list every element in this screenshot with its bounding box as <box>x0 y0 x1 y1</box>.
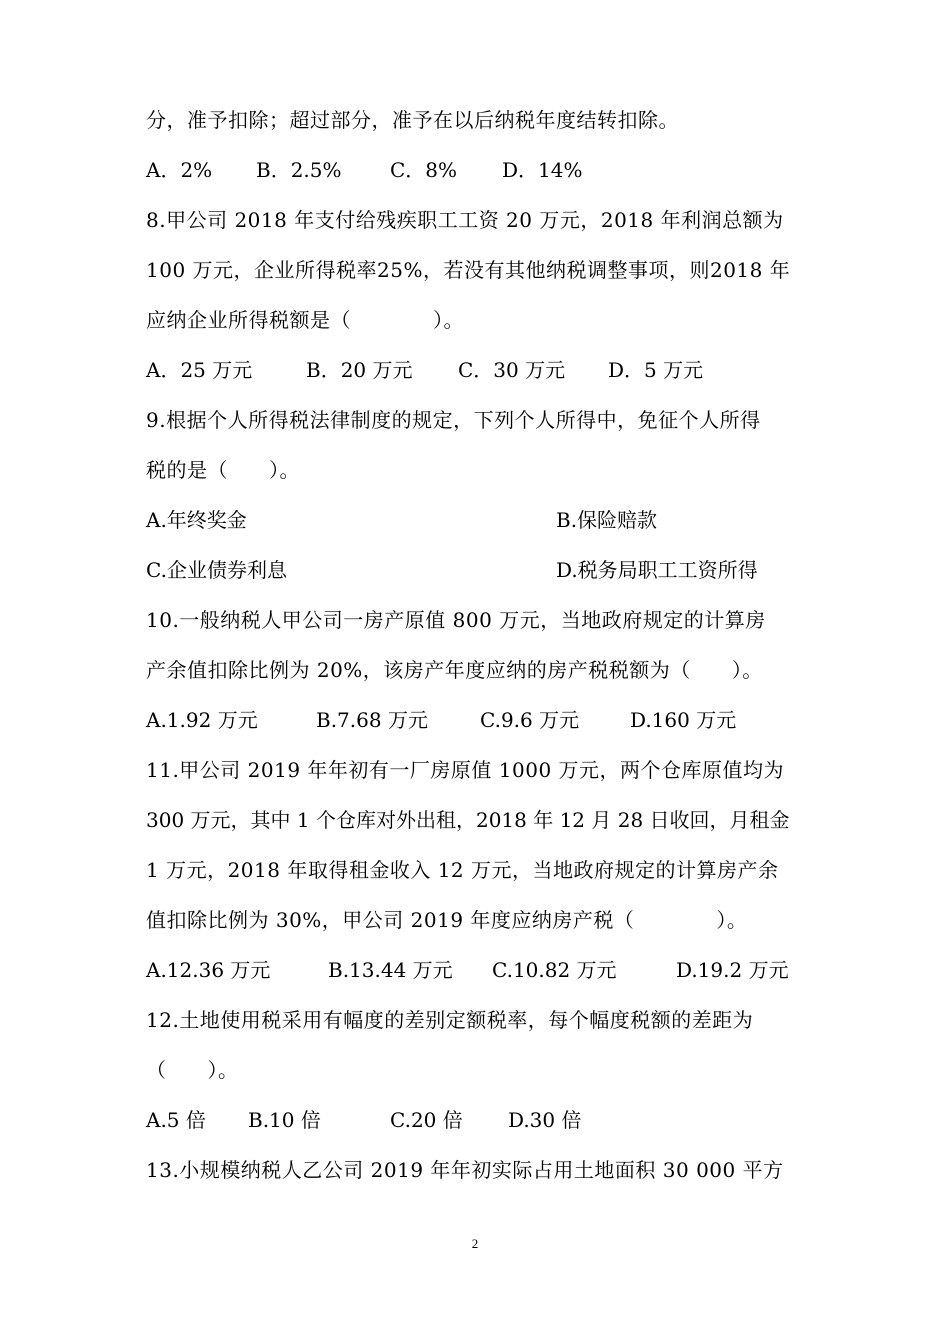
q11-option-a: A.12.36 万元 <box>146 958 271 982</box>
q10-text-line-2: 产余值扣除比例为 20%，该房产年度应纳的房产税税额为（ ）。 <box>146 658 763 682</box>
q8-text-line-1: 8.甲公司 2018 年支付给残疾职工工资 20 万元，2018 年利润总额为 <box>146 208 784 232</box>
q11-text-line-2: 300 万元，其中 1 个仓库对外出租，2018 年 12 月 28 日收回，月租金 <box>146 808 790 832</box>
q11-option-b: B.13.44 万元 <box>328 958 453 982</box>
q7-option-c: C．8% <box>390 158 458 182</box>
q11-text-line-1: 11.甲公司 2019 年年初有一厂房原值 1000 万元，两个仓库原值均为 <box>146 758 785 782</box>
q13-text-line-1: 13.小规模纳税人乙公司 2019 年年初实际占用土地面积 30 000 平方 <box>146 1158 784 1182</box>
q12-option-a: A.5 倍 <box>146 1108 206 1132</box>
q8-text-line-3: 应纳企业所得税额是（ ）。 <box>146 308 464 332</box>
q12-text-line-2: （ ）。 <box>146 1058 239 1082</box>
q9-text-line-1: 9.根据个人所得税法律制度的规定，下列个人所得中，免征个人所得 <box>146 408 761 432</box>
q8-option-a: A．25 万元 <box>146 358 253 382</box>
q11-option-d: D.19.2 万元 <box>676 958 789 982</box>
q11-option-c: C.10.82 万元 <box>492 958 617 982</box>
q11-text-line-3: 1 万元，2018 年取得租金收入 12 万元，当地政府规定的计算房产余 <box>146 858 779 882</box>
q7-option-d: D．14% <box>502 158 583 182</box>
q8-option-d: D．5 万元 <box>608 358 704 382</box>
q8-text-line-2: 100 万元，企业所得税率25%，若没有其他纳税调整事项，则2018 年 <box>146 258 791 282</box>
q8-option-b: B．20 万元 <box>306 358 413 382</box>
q10-option-a: A.1.92 万元 <box>146 708 258 732</box>
q7-text-line: 分，准予扣除；超过部分，准予在以后纳税年度结转扣除。 <box>146 108 679 132</box>
q9-option-b: B.保险赔款 <box>556 508 658 532</box>
q11-text-line-4: 值扣除比例为 30%，甲公司 2019 年度应纳房产税（ ）。 <box>146 908 748 932</box>
q7-option-b: B．2.5% <box>256 158 342 182</box>
q12-option-d: D.30 倍 <box>508 1108 582 1132</box>
q7-option-a: A．2% <box>146 158 213 182</box>
q10-option-d: D.160 万元 <box>630 708 737 732</box>
page-number: 2 <box>471 1236 479 1251</box>
q12-option-b: B.10 倍 <box>248 1108 321 1132</box>
q9-option-d: D.税务局职工工资所得 <box>556 558 758 582</box>
q9-option-a: A.年终奖金 <box>146 508 247 532</box>
q8-option-c: C．30 万元 <box>458 358 566 382</box>
q12-text-line-1: 12.土地使用税采用有幅度的差别定额税率，每个幅度税额的差距为 <box>146 1008 754 1032</box>
q10-option-b: B.7.68 万元 <box>316 708 428 732</box>
q9-option-c: C.企业债券利息 <box>146 558 287 582</box>
q9-text-line-2: 税的是（ ）。 <box>146 458 300 482</box>
q10-option-c: C.9.6 万元 <box>480 708 580 732</box>
q10-text-line-1: 10.一般纳税人甲公司一房产原值 800 万元，当地政府规定的计算房 <box>146 608 766 632</box>
q12-option-c: C.20 倍 <box>390 1108 463 1132</box>
